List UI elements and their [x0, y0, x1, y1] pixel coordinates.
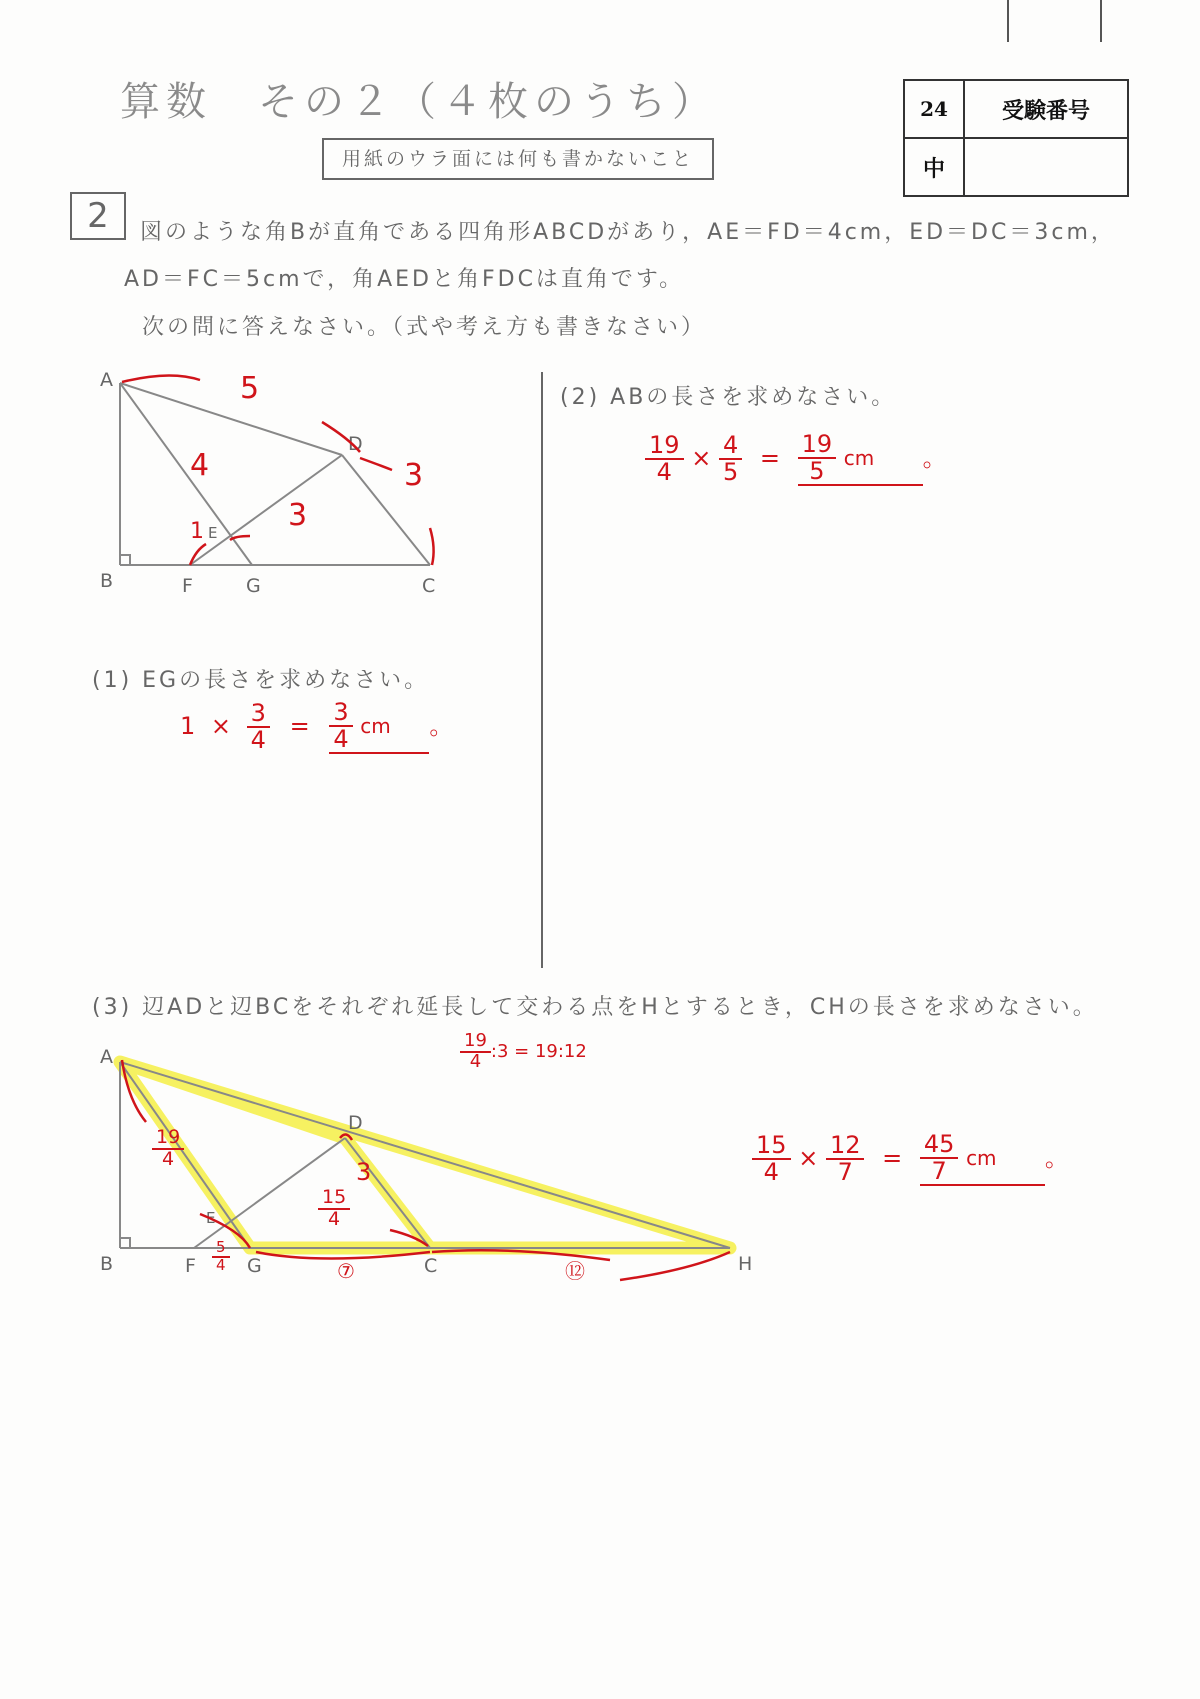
q2-frac1-den: 4: [656, 458, 672, 487]
q3-equals: =: [882, 1144, 903, 1173]
exam-code-bottom: 中: [904, 138, 964, 196]
figure-1: [90, 360, 490, 600]
fig1-annot-ae: 4: [190, 448, 210, 483]
q3-text: (3) 辺ADと辺BCをそれぞれ延長して交わる点をHとするとき，CHの長さを求めなさい。: [92, 995, 1098, 1020]
q1-answer-num: 3: [329, 700, 352, 727]
q2-answer: [798, 432, 923, 486]
fig2-ag-den: 4: [162, 1147, 175, 1170]
q2-answer-den: 5: [809, 457, 825, 486]
q2-work: [645, 432, 947, 486]
q2-answer-num: 19: [798, 432, 837, 459]
q3-work: [752, 1132, 1069, 1186]
fig2-label-c: C: [424, 1255, 438, 1277]
fig2-label-f: F: [185, 1255, 196, 1277]
q1-frac-den: 4: [250, 726, 266, 755]
figure-2: [90, 1030, 770, 1310]
page-title: 算数 その２（４枚のうち）: [120, 79, 718, 125]
q2-frac1-num: 19: [645, 433, 684, 460]
fig2-label-a: A: [100, 1046, 113, 1068]
q1-answer-mark: 。: [429, 712, 454, 741]
fig1-label-d: D: [348, 433, 363, 455]
exam-number-box: [903, 79, 1129, 197]
q3-answer-num: 45: [920, 1132, 959, 1159]
exam-number-field[interactable]: [964, 138, 1128, 196]
q1-answer-unit: cm: [360, 714, 391, 739]
q1-work: [180, 700, 453, 754]
q3-answer: [920, 1132, 1045, 1186]
q2-text: (2) ABの長さを求めなさい。: [560, 385, 897, 410]
fig2-annot-gc: [318, 1188, 350, 1230]
q3-ratio-rest: :3 = 19:12: [490, 1040, 587, 1062]
q3-frac1-num: 15: [752, 1133, 791, 1160]
fig2-annot-gc-ratio: ⑦: [337, 1259, 355, 1283]
fig1-label-e: E: [208, 524, 218, 542]
fig1-label-f: F: [182, 575, 193, 597]
q2-frac2-den: 5: [722, 458, 739, 487]
problem-line-3: 次の問に答えなさい。（式や考え方も書きなさい）: [142, 315, 707, 340]
q1-equals: =: [289, 712, 310, 741]
fig1-label-c: C: [422, 575, 436, 597]
fig2-gc-num: 15: [318, 1188, 350, 1210]
fig1-label-b: B: [100, 570, 114, 592]
q2-answer-unit: cm: [843, 446, 875, 471]
fig2-label-d: D: [348, 1112, 363, 1134]
fig2-ag-num: 19: [152, 1128, 184, 1150]
fig1-label-g: G: [246, 575, 261, 597]
fig2-annot-ag: [152, 1128, 184, 1170]
q1-answer-den: 4: [333, 725, 349, 754]
problem-line-2: AD＝FC＝5cmで，角AEDと角FDCは直角です。: [124, 267, 685, 292]
q3-answer-unit: cm: [966, 1146, 997, 1171]
corner-mark: [1007, 0, 1009, 42]
q3-frac2-num: 12: [826, 1133, 865, 1160]
fig1-annot-ad: 5: [240, 371, 260, 406]
fig1-label-a: A: [100, 369, 113, 391]
q3-frac2-den: 7: [837, 1158, 853, 1187]
q1-answer: [329, 700, 429, 754]
instruction-note: 用紙のウラ面には何も書かないこと: [322, 138, 714, 180]
q1-text: (1) EGの長さを求めなさい。: [92, 668, 430, 693]
fig2-label-b: B: [100, 1253, 114, 1275]
fig2-gc-den: 4: [328, 1207, 341, 1230]
fig2-label-e: E: [206, 1209, 216, 1227]
exam-number-label: 受験番号: [964, 80, 1128, 138]
fig2-annot-dc: 3: [356, 1158, 372, 1186]
fig2-fg-den: 4: [216, 1255, 226, 1274]
fig2-annot-ch-ratio: ⑫: [565, 1259, 585, 1283]
problem-line-1: 図のような角Bが直角である四角形ABCDがあり，AE＝FD＝4cm，ED＝DC＝3cm，: [140, 220, 1116, 245]
fig1-annot-dc: 3: [404, 458, 424, 493]
q3-ratio-num: 19: [460, 1032, 491, 1053]
q1-factor: 1: [180, 712, 196, 741]
q2-times: ×: [691, 444, 712, 473]
problem-number: 2: [70, 192, 126, 240]
q2-frac2-num: 4: [719, 433, 742, 460]
fig2-annot-fg: [212, 1240, 230, 1274]
q3-ratio-den: 4: [469, 1050, 482, 1072]
q2-equals: =: [759, 444, 780, 473]
q2-answer-mark: 。: [922, 444, 947, 473]
fig1-annot-ed: 3: [288, 498, 308, 533]
fig2-fg-num: 5: [212, 1240, 230, 1258]
q3-answer-mark: 。: [1044, 1144, 1069, 1173]
corner-mark: [1100, 0, 1102, 42]
fig2-label-h: H: [738, 1253, 753, 1275]
q3-times: ×: [798, 1144, 819, 1173]
q3-frac1-den: 4: [763, 1158, 779, 1187]
column-divider: [541, 372, 543, 968]
fig2-label-g: G: [247, 1255, 262, 1277]
q1-times: ×: [210, 712, 232, 741]
q3-answer-den: 7: [931, 1157, 947, 1186]
exam-code-top: 24: [904, 80, 964, 138]
q1-frac-num: 3: [247, 701, 270, 728]
fig1-annot-fe: 1: [190, 519, 204, 544]
